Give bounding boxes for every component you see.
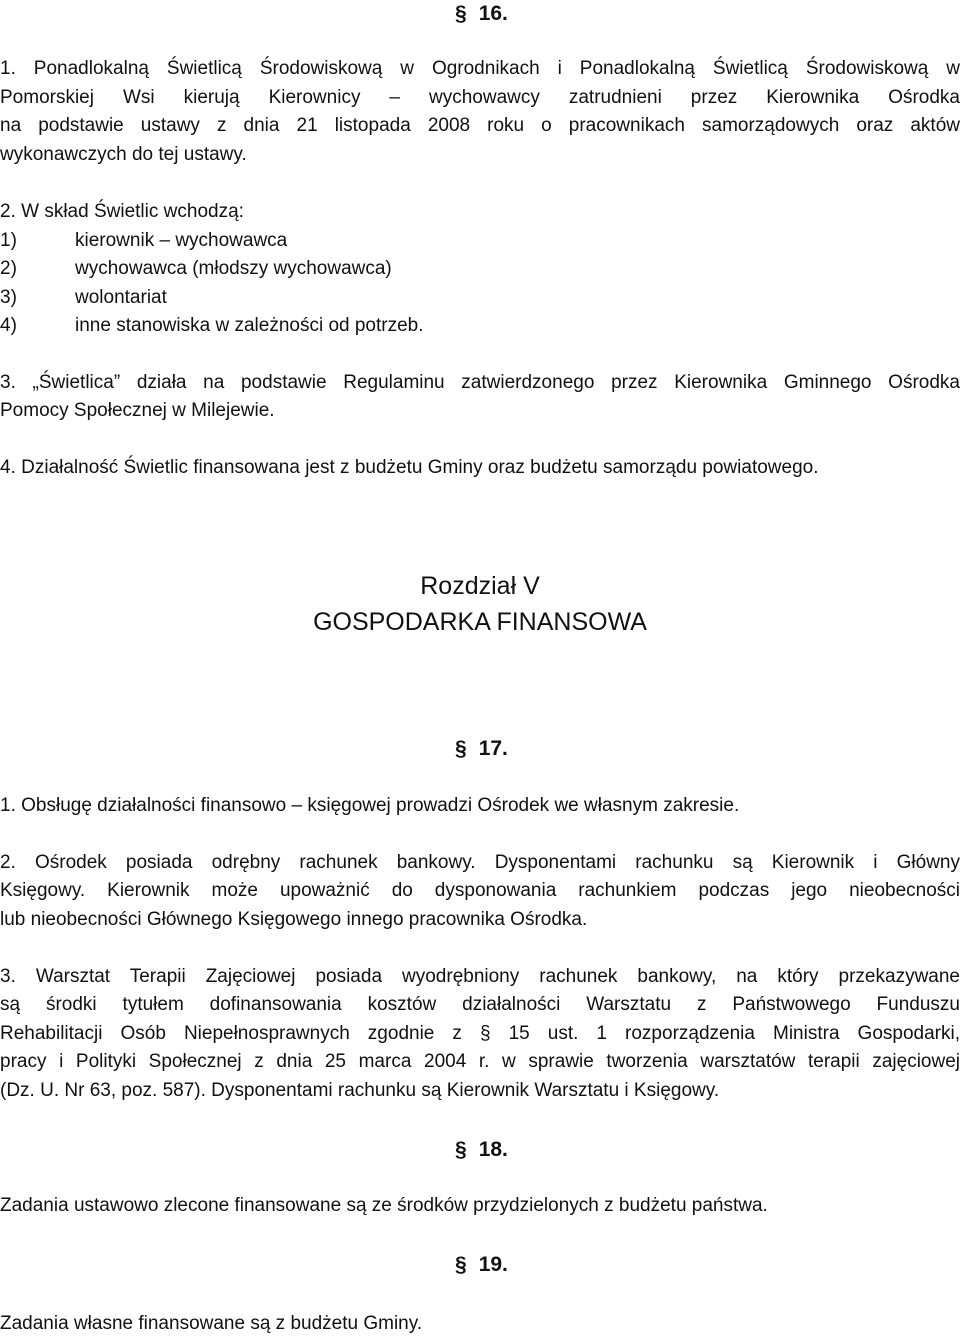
- section-sign: §: [455, 2, 467, 25]
- section-sign: §: [455, 1253, 467, 1276]
- section-16-heading: [455, 0, 508, 28]
- s17-p3-line-1: 3. Warsztat Terapii Zajęciowej posiada wyodrębniony rachunek bankowy, na który przekazywane: [0, 966, 960, 987]
- s16-p1-line-2: Pomorskiej Wsi kierują Kierownicy – wychowawcy zatrudnieni przez Kierownika Ośrodka: [0, 87, 960, 108]
- section-number: 16.: [478, 2, 508, 25]
- s17-p3-line-4: pracy i Polityki Społecznej z dnia 25 marca 2004 r. w sprawie tworzenia warsztatów terapii zajęciowej: [0, 1051, 960, 1072]
- section-18-heading: [455, 1136, 508, 1164]
- chapter-subtitle: GOSPODARKA FINANSOWA: [313, 608, 647, 636]
- s16-p1-line-3: na podstawie ustawy z dnia 21 listopada 2008 roku o pracownikach samorządowych oraz aktów: [0, 115, 960, 136]
- list-item: [0, 284, 960, 312]
- s19-text: Zadania własne finansowane są z budżetu Gminy.: [0, 1313, 423, 1334]
- list-item-number: 2): [0, 258, 17, 279]
- list-item-text: wolontariat: [75, 287, 167, 308]
- section-sign: §: [455, 1138, 467, 1161]
- list-item: [0, 227, 960, 255]
- section-sign: §: [455, 737, 467, 760]
- s17-p3-line-2: są środki tytułem dofinansowania kosztów działalności Warsztatu z Państwowego Funduszu: [0, 994, 960, 1015]
- list-item-number: 1): [0, 230, 17, 251]
- s16-p2-intro: 2. W skład Świetlic wchodzą:: [0, 201, 244, 222]
- section-number: 17.: [478, 737, 508, 760]
- list-item-text: inne stanowiska w zależności od potrzeb.: [75, 315, 424, 336]
- list-item-text: wychowawca (młodszy wychowawca): [75, 258, 392, 279]
- list-item-number: 3): [0, 287, 17, 308]
- section-19-heading: [455, 1251, 508, 1279]
- s18-text: Zadania ustawowo zlecone finansowane są ze środków przydzielonych z budżetu państwa.: [0, 1195, 768, 1216]
- section-number: 18.: [478, 1138, 508, 1161]
- s17-p2-line-3: lub nieobecności Głównego Księgowego innego pracownika Ośrodka.: [0, 909, 588, 930]
- list-item-text: kierownik – wychowawca: [75, 230, 288, 251]
- s17-p3-line-3: Rehabilitacji Osób Niepełnosprawnych zgodnie z § 15 ust. 1 rozporządzenia Ministra Gospodarki,: [0, 1023, 960, 1044]
- chapter-title: Rozdział V: [420, 572, 540, 600]
- s16-p3-line-2: Pomocy Społecznej w Milejewie.: [0, 400, 275, 421]
- s16-p1-line-4: wykonawczych do tej ustawy.: [0, 144, 247, 165]
- list-item: [0, 312, 960, 340]
- section-number: 19.: [478, 1253, 508, 1276]
- s17-p2-line-1: 2. Ośrodek posiada odrębny rachunek bankowy. Dysponentami rachunku są Kierownik i Główny: [0, 852, 960, 873]
- s16-p4: 4. Działalność Świetlic finansowana jest z budżetu Gminy oraz budżetu samorządu powiatowego.: [0, 457, 819, 478]
- section-17-heading: [455, 735, 508, 763]
- s16-p3-line-1: 3. „Świetlica” działa na podstawie Regulaminu zatwierdzonego przez Kierownika Gminnego Ośrodka: [0, 372, 960, 393]
- s16-p1-line-1: 1. Ponadlokalną Świetlicą Środowiskową w Ogrodnikach i Ponadlokalną Świetlicą Środowiskową w: [0, 58, 960, 79]
- list-item: [0, 255, 960, 283]
- s17-p3-line-5: (Dz. U. Nr 63, poz. 587). Dysponentami rachunku są Kierownik Warsztatu i Księgowy.: [0, 1080, 720, 1101]
- list-item-number: 4): [0, 315, 17, 336]
- s17-p1: 1. Obsługę działalności finansowo – księgowej prowadzi Ośrodek we własnym zakresie.: [0, 795, 740, 816]
- s17-p2-line-2: Księgowy. Kierownik może upoważnić do dysponowania rachunkiem podczas jego nieobecności: [0, 880, 960, 901]
